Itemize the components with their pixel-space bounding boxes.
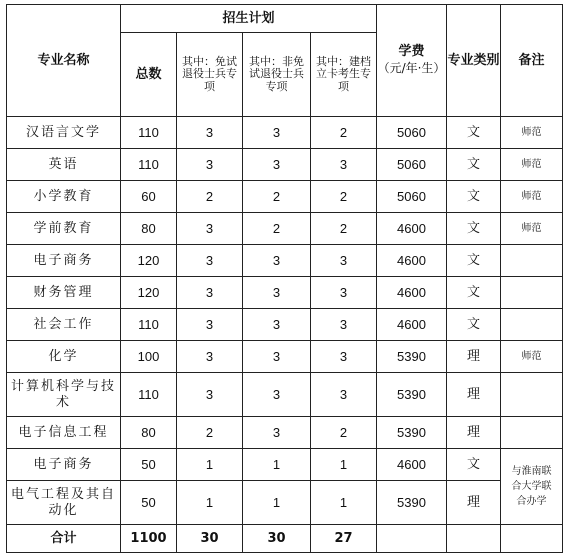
totals-exempt-veteran: 30	[177, 525, 243, 553]
header-tuition-title: 学费	[398, 44, 425, 60]
tuition-cell: 5390	[377, 417, 447, 449]
tuition-cell: 4600	[377, 309, 447, 341]
exempt-veteran-cell: 2	[177, 181, 243, 213]
table-row	[7, 149, 563, 181]
category-cell: 理	[447, 417, 501, 449]
nonexempt-veteran-cell: 1	[243, 481, 311, 525]
major-name-cell: 化学	[7, 341, 121, 373]
total-cell: 60	[121, 181, 177, 213]
table-row	[7, 213, 563, 245]
poverty-registered-cell: 3	[311, 373, 377, 417]
nonexempt-veteran-cell: 3	[243, 341, 311, 373]
poverty-registered-cell: 2	[311, 181, 377, 213]
exempt-veteran-cell: 3	[177, 341, 243, 373]
poverty-registered-cell: 1	[311, 449, 377, 481]
total-cell: 120	[121, 245, 177, 277]
category-cell: 文	[447, 245, 501, 277]
total-cell: 50	[121, 481, 177, 525]
major-name-cell: 汉语言文学	[7, 117, 121, 149]
poverty-registered-cell: 2	[311, 417, 377, 449]
tuition-cell: 5390	[377, 481, 447, 525]
poverty-registered-cell: 2	[311, 117, 377, 149]
nonexempt-veteran-cell: 3	[243, 417, 311, 449]
notes-cell: 师范	[501, 213, 563, 245]
header-total: 总数	[121, 33, 177, 117]
admission-plan-table-wrapper	[6, 4, 563, 553]
table-row	[7, 117, 563, 149]
header-tuition-unit: （元/年·生）	[377, 61, 446, 76]
nonexempt-veteran-cell: 3	[243, 117, 311, 149]
notes-cell	[501, 309, 563, 341]
totals-poverty-registered: 27	[311, 525, 377, 553]
major-name-cell: 电子商务	[7, 449, 121, 481]
notes-cell: 师范	[501, 181, 563, 213]
header-major-name: 专业名称	[7, 5, 121, 117]
tuition-cell: 5060	[377, 149, 447, 181]
table-row	[7, 277, 563, 309]
category-cell: 理	[447, 341, 501, 373]
exempt-veteran-cell: 3	[177, 309, 243, 341]
exempt-veteran-cell: 1	[177, 481, 243, 525]
tuition-cell: 4600	[377, 245, 447, 277]
table-row	[7, 417, 563, 449]
category-cell: 文	[447, 309, 501, 341]
major-name-cell: 学前教育	[7, 213, 121, 245]
major-name-cell: 电子商务	[7, 245, 121, 277]
admission-plan-table	[6, 4, 563, 553]
notes-cell	[501, 277, 563, 309]
table-row	[7, 373, 563, 417]
table-row	[7, 449, 563, 481]
category-cell: 文	[447, 449, 501, 481]
exempt-veteran-cell: 2	[177, 417, 243, 449]
totals-category-empty	[447, 525, 501, 553]
tuition-cell: 4600	[377, 277, 447, 309]
totals-notes-empty	[501, 525, 563, 553]
total-cell: 110	[121, 149, 177, 181]
category-cell: 文	[447, 213, 501, 245]
header-tuition	[377, 5, 447, 117]
header-sub-poverty-registered: 其中：建档立卡考生专项	[311, 33, 377, 117]
nonexempt-veteran-cell: 3	[243, 149, 311, 181]
major-name-cell: 电气工程及其自动化	[7, 481, 121, 525]
exempt-veteran-cell: 3	[177, 213, 243, 245]
nonexempt-veteran-cell: 2	[243, 213, 311, 245]
major-name-cell: 电子信息工程	[7, 417, 121, 449]
total-cell: 80	[121, 417, 177, 449]
poverty-registered-cell: 3	[311, 341, 377, 373]
exempt-veteran-cell: 3	[177, 277, 243, 309]
notes-cell: 师范	[501, 341, 563, 373]
table-row	[7, 309, 563, 341]
joint-program-note: 与淮南联合大学联合办学	[501, 449, 563, 525]
major-name-cell: 英语	[7, 149, 121, 181]
major-name-cell: 计算机科学与技术	[7, 373, 121, 417]
header-notes: 备注	[501, 5, 563, 117]
totals-label: 合计	[7, 525, 121, 553]
tuition-cell: 4600	[377, 449, 447, 481]
category-cell: 文	[447, 149, 501, 181]
notes-cell: 师范	[501, 117, 563, 149]
table-row	[7, 181, 563, 213]
nonexempt-veteran-cell: 3	[243, 245, 311, 277]
header-category: 专业类别	[447, 5, 501, 117]
tuition-cell: 5060	[377, 181, 447, 213]
header-sub-exempt-veteran: 其中：免试退役士兵专项	[177, 33, 243, 117]
category-cell: 理	[447, 373, 501, 417]
totals-total: 1100	[121, 525, 177, 553]
nonexempt-veteran-cell: 3	[243, 309, 311, 341]
notes-cell	[501, 417, 563, 449]
notes-cell	[501, 373, 563, 417]
notes-cell: 师范	[501, 149, 563, 181]
category-cell: 文	[447, 181, 501, 213]
header-row-1	[7, 5, 563, 33]
poverty-registered-cell: 3	[311, 149, 377, 181]
total-cell: 110	[121, 309, 177, 341]
nonexempt-veteran-cell: 3	[243, 373, 311, 417]
poverty-registered-cell: 2	[311, 213, 377, 245]
tuition-cell: 5390	[377, 373, 447, 417]
poverty-registered-cell: 1	[311, 481, 377, 525]
nonexempt-veteran-cell: 3	[243, 277, 311, 309]
category-cell: 文	[447, 277, 501, 309]
total-cell: 50	[121, 449, 177, 481]
header-sub-nonexempt-veteran: 其中：非免试退役士兵专项	[243, 33, 311, 117]
tuition-cell: 5060	[377, 117, 447, 149]
tuition-cell: 5390	[377, 341, 447, 373]
totals-nonexempt-veteran: 30	[243, 525, 311, 553]
major-name-cell: 财务管理	[7, 277, 121, 309]
table-row	[7, 245, 563, 277]
category-cell: 文	[447, 117, 501, 149]
tuition-cell: 4600	[377, 213, 447, 245]
table-row	[7, 341, 563, 373]
major-name-cell: 社会工作	[7, 309, 121, 341]
total-cell: 120	[121, 277, 177, 309]
major-name-cell: 小学教育	[7, 181, 121, 213]
exempt-veteran-cell: 3	[177, 117, 243, 149]
category-cell: 理	[447, 481, 501, 525]
poverty-registered-cell: 3	[311, 245, 377, 277]
exempt-veteran-cell: 1	[177, 449, 243, 481]
exempt-veteran-cell: 3	[177, 245, 243, 277]
exempt-veteran-cell: 3	[177, 149, 243, 181]
notes-cell	[501, 245, 563, 277]
table-row	[7, 481, 563, 525]
exempt-veteran-cell: 3	[177, 373, 243, 417]
nonexempt-veteran-cell: 1	[243, 449, 311, 481]
nonexempt-veteran-cell: 2	[243, 181, 311, 213]
total-cell: 100	[121, 341, 177, 373]
poverty-registered-cell: 3	[311, 277, 377, 309]
header-plan-group: 招生计划	[121, 5, 377, 33]
poverty-registered-cell: 3	[311, 309, 377, 341]
totals-row	[7, 525, 563, 553]
total-cell: 110	[121, 373, 177, 417]
total-cell: 80	[121, 213, 177, 245]
total-cell: 110	[121, 117, 177, 149]
totals-tuition-empty	[377, 525, 447, 553]
